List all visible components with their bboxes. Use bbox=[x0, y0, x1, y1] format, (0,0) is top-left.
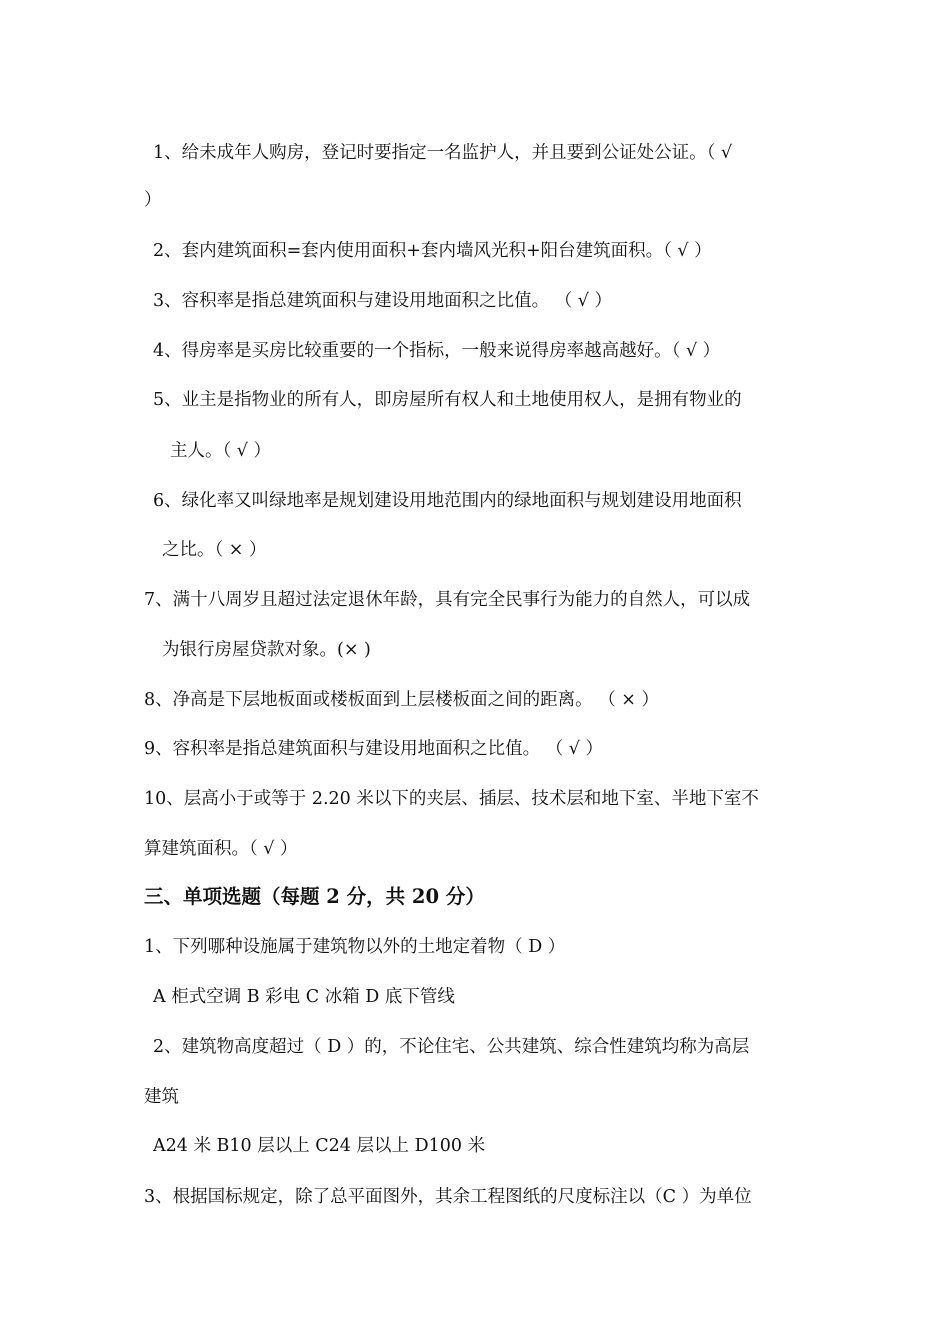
judgment-line-5-cont: 主人。（ √ ） bbox=[170, 441, 272, 461]
judgment-line-6: 6、绿化率又叫绿地率是规划建设用地范围内的绿地面积与规划建设用地面积 bbox=[153, 491, 742, 511]
judgment-line-7: 7、满十八周岁且超过法定退休年龄，具有完全民事行为能力的自然人，可以成 bbox=[144, 590, 751, 610]
judgment-line-10: 10、层高小于或等于 2.20 米以下的夹层、插层、技术层和地下室、半地下室不 bbox=[144, 789, 759, 809]
judgment-line-1: 1、给未成年人购房，登记时要指定一名监护人，并且要到公证处公证。（ √ bbox=[153, 143, 733, 163]
judgment-line-3: 3、容积率是指总建筑面积与建设用地面积之比值。 （ √ ） bbox=[153, 291, 612, 311]
question-1-options: A 柜式空调 B 彩电 C 冰箱 D 底下管线 bbox=[153, 987, 455, 1007]
judgment-line-4: 4、得房率是买房比较重要的一个指标，一般来说得房率越高越好。（ √ ） bbox=[153, 341, 721, 361]
question-2-options: A24 米 B10 层以上 C24 层以上 D100 米 bbox=[153, 1136, 486, 1156]
judgment-line-7-cont: 为银行房屋贷款对象。(× ) bbox=[162, 640, 371, 660]
question-1: 1、下列哪种设施属于建筑物以外的土地定着物（ D ） bbox=[144, 937, 566, 957]
question-3: 3、根据国标规定，除了总平面图外，其余工程图纸的尺度标注以（C ）为单位 bbox=[144, 1187, 752, 1207]
judgment-line-9: 9、容积率是指总建筑面积与建设用地面积之比值。 （ √ ） bbox=[144, 739, 603, 759]
question-2: 2、建筑物高度超过（ D ）的，不论住宅、公共建筑、综合性建筑均称为高层 bbox=[153, 1037, 750, 1057]
section-heading: 三、单项选题（每题 2 分，共 20 分） bbox=[144, 885, 485, 908]
judgment-line-2: 2、套内建筑面积=套内使用面积+套内墙风光积+阳台建筑面积。（ √ ） bbox=[153, 241, 712, 261]
judgment-line-5: 5、业主是指物业的所有人，即房屋所有权人和土地使用权人，是拥有物业的 bbox=[153, 390, 742, 410]
judgment-line-6-cont: 之比。（ × ） bbox=[162, 540, 267, 560]
question-2-cont: 建筑 bbox=[144, 1087, 179, 1107]
judgment-line-8: 8、净高是下层地板面或楼板面到上层楼板面之间的距离。 （ × ） bbox=[144, 690, 659, 710]
judgment-line-10-cont: 算建筑面积。（ √ ） bbox=[144, 839, 298, 859]
judgment-line-1-cont: ） bbox=[144, 190, 162, 210]
